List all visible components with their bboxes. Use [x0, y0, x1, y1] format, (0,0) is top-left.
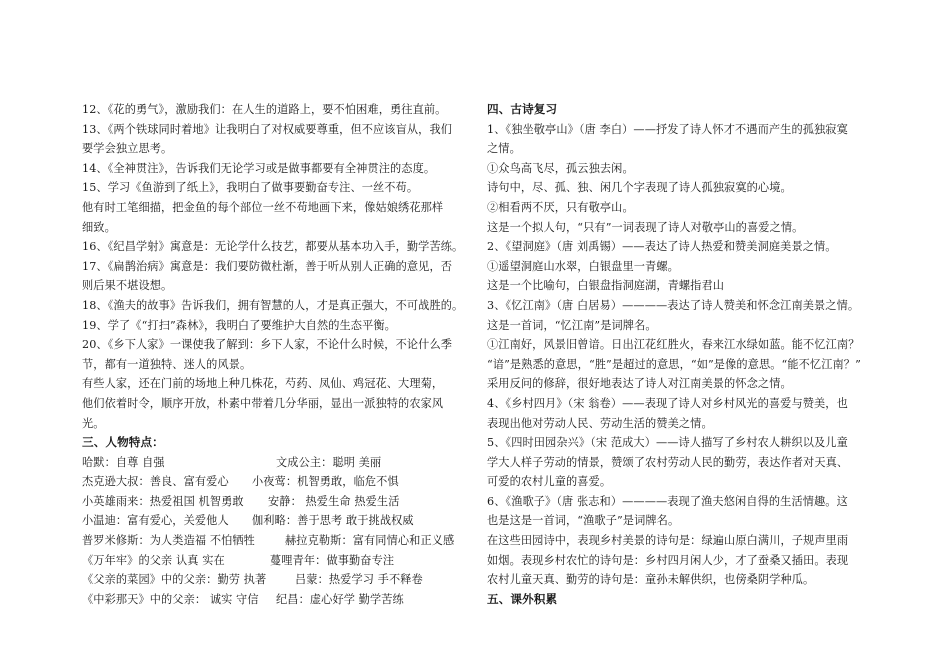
- text-line: 细致。: [82, 220, 116, 234]
- character-row: [82, 472, 472, 492]
- text-line: 18、《渔夫的故事》告诉我们，拥有智慧的人，才是真正强大，不可战胜的。: [82, 298, 464, 312]
- character-row: [82, 492, 472, 512]
- character-trait: 小英雄雨来：热爱祖国 机智勇敢: [82, 494, 244, 508]
- text-line: 2、《望洞庭》（唐 刘禹锡）——表达了诗人热爱和赞美洞庭美景之情。: [487, 240, 837, 254]
- text-line: 12、《花的勇气》，激励我们：在人生的道路上，要不怕困难，勇往直前。: [82, 103, 447, 116]
- text-line: 在这些田园诗中，表现乡村美景的诗句是：绿遍山原白满川，子规声里雨: [487, 534, 849, 548]
- character-trait: 文成公主：聪明 美丽: [276, 455, 382, 469]
- character-row: [82, 590, 472, 610]
- text-line: ②相看两不厌，只有敬亭山。: [487, 200, 634, 214]
- text-line: 这是一首词，“忆江南”是词牌名。: [487, 318, 657, 332]
- character-row: [82, 453, 472, 473]
- character-trait: 普罗米修斯：为人类造福 不怕牺牲: [82, 534, 255, 548]
- text-line: “谙”是熟悉的意思，“胜”是超过的意思，“如”是像的意思。“能不忆江南？”: [487, 357, 861, 371]
- character-trait: 蔓哩青年：做事勤奋专注: [270, 553, 395, 567]
- text-line: 6、《渔歌子》（唐 张志和）————表现了渔夫悠闲自得的生活情趣。这: [487, 494, 848, 508]
- character-trait: 赫拉克勒斯：富有同情心和正义感: [285, 534, 455, 548]
- text-line: 5、《四时田园杂兴》（宋 范成大）——诗人描写了乡村农人耕织以及儿童: [487, 436, 848, 450]
- character-row: [82, 551, 472, 571]
- text-line: 光。: [82, 416, 105, 430]
- text-line: 如烟。表现乡村农忙的诗句是：乡村四月闲人少，才了蚕桑又插田。表现: [487, 553, 849, 567]
- section-5-heading: 五、课外积累: [487, 591, 558, 606]
- character-trait: 小夜莺：机智勇敢，临危不惧: [252, 475, 399, 489]
- character-trait: 安静： 热爱生命 热爱生活: [268, 494, 400, 508]
- character-trait: 纪昌：虚心好学 勤学苦练: [276, 592, 404, 606]
- text-line: 表现出他对劳动人民、劳动生活的赞美之情。: [487, 416, 713, 430]
- section-4-heading: 四、古诗复习: [487, 102, 558, 116]
- text-line: 有些人家，还在门前的场地上种几株花，芍药、凤仙、鸡冠花、大理菊，: [82, 377, 444, 391]
- text-line: 13、《两个铁球同时着地》让我明白了对权威要尊重，但不应该盲从，我们: [82, 122, 453, 136]
- character-trait: 哈默：自尊 自强: [82, 455, 165, 469]
- text-line: 3、《忆江南》（唐 白居易）————表达了诗人赞美和怀念江南美景之情。: [487, 298, 860, 312]
- text-line: 这是一个比喻句，白银盘指洞庭湖，青螺指君山: [487, 279, 725, 293]
- character-trait: 《中彩那天》中的父亲： 诚实 守信: [82, 592, 259, 606]
- text-line: 15、学习《鱼游到了纸上》，我明白了做事要勤奋专注、一丝不苟。: [82, 181, 419, 195]
- left-text-block: [82, 100, 472, 433]
- text-line: 14、《全神贯注》，告诉我们无论学习或是做事都要有全神贯注的态度。: [82, 161, 436, 175]
- text-line: 学大人样子劳动的情景，赞颂了农村劳动人民的勤劳，表达作者对天真、: [487, 455, 849, 469]
- character-trait: 《父亲的菜园》中的父亲：勤劳 执著: [82, 573, 267, 587]
- section-3-heading: 三、人物特点：: [82, 435, 164, 450]
- text-line: ①江南好，风景旧曾谙。日出江花红胜火，春来江水绿如蓝。能不忆江南？: [487, 338, 860, 352]
- text-line: 可爱的农村儿童的喜爱。: [487, 475, 612, 489]
- text-line: 4、《乡村四月》（宋 翁卷）——表现了诗人对乡村风光的喜爱与赞美，也: [487, 396, 848, 410]
- text-line: 他有时工笔细描，把金鱼的每个部位一丝不苟地画下来，像姑娘绣花那样: [82, 200, 444, 214]
- text-line: 17、《扁鹊治病》寓意是：我们要防微杜渐，善于听从别人正确的意见，否: [82, 259, 453, 273]
- text-line: 1、《独坐敬亭山》（唐 李白）——抒发了诗人怀才不遇而产生的孤独寂寞: [487, 122, 848, 136]
- character-row: [82, 511, 472, 531]
- character-trait: 杰克逊大叔：善良、富有爱心: [82, 475, 229, 489]
- text-line: 则后果不堪设想。: [82, 279, 173, 293]
- poetry-review-block: [487, 120, 879, 590]
- text-line: 20、《乡下人家》一课使我了解到：乡下人家，不论什么时候，不论什么季: [82, 338, 453, 352]
- character-row: [82, 570, 472, 590]
- character-traits-list: [82, 453, 472, 610]
- text-line: 他们依着时令，顺序开放，朴素中带着几分华丽，显出一派独特的农家风: [82, 396, 444, 410]
- text-line: 采用反问的修辞，很好地表达了诗人对江南美景的怀念之情。: [487, 377, 792, 391]
- text-line: 16、《纪昌学射》寓意是：无论学什么技艺，都要从基本功入手，勤学苦练。: [82, 240, 464, 254]
- text-line: 19、学了《“打扫”森林》，我明白了要维护大自然的生态平衡。: [82, 318, 396, 332]
- left-column: [82, 100, 472, 609]
- character-row: [82, 531, 472, 551]
- text-line: 之情。: [487, 142, 521, 156]
- character-trait: 伽利略：善于思考 敢于挑战权威: [252, 514, 414, 528]
- text-line: ①众鸟高飞尽，孤云独去闲。: [487, 161, 634, 175]
- character-trait: 吕蒙：热爱学习 手不释卷: [295, 573, 423, 587]
- text-line: 也是这是一首词，“渔歌子”是词牌名。: [487, 514, 680, 528]
- text-line: 农村儿童天真、勤劳的诗句是：童孙未解供织，也傍桑阴学种瓜。: [487, 573, 815, 587]
- text-line: ①遥望洞庭山水翠，白银盘里一青螺。: [487, 259, 679, 273]
- right-column: [487, 100, 879, 609]
- text-line: 要学会独立思考。: [82, 142, 173, 156]
- character-trait: 小温迪：富有爱心，关爱他人: [82, 514, 229, 528]
- text-line: 诗句中，尽、孤、独、闲几个字表现了诗人孤独寂寞的心境。: [487, 181, 792, 195]
- text-line: 这是一个拟人句，“只有”一词表现了诗人对敬亭山的喜爱之情。: [487, 220, 804, 234]
- text-line: 节，都有一道独特、迷人的风景。: [82, 357, 252, 371]
- character-trait: 《万年牢》的父亲 认真 实在: [82, 553, 225, 567]
